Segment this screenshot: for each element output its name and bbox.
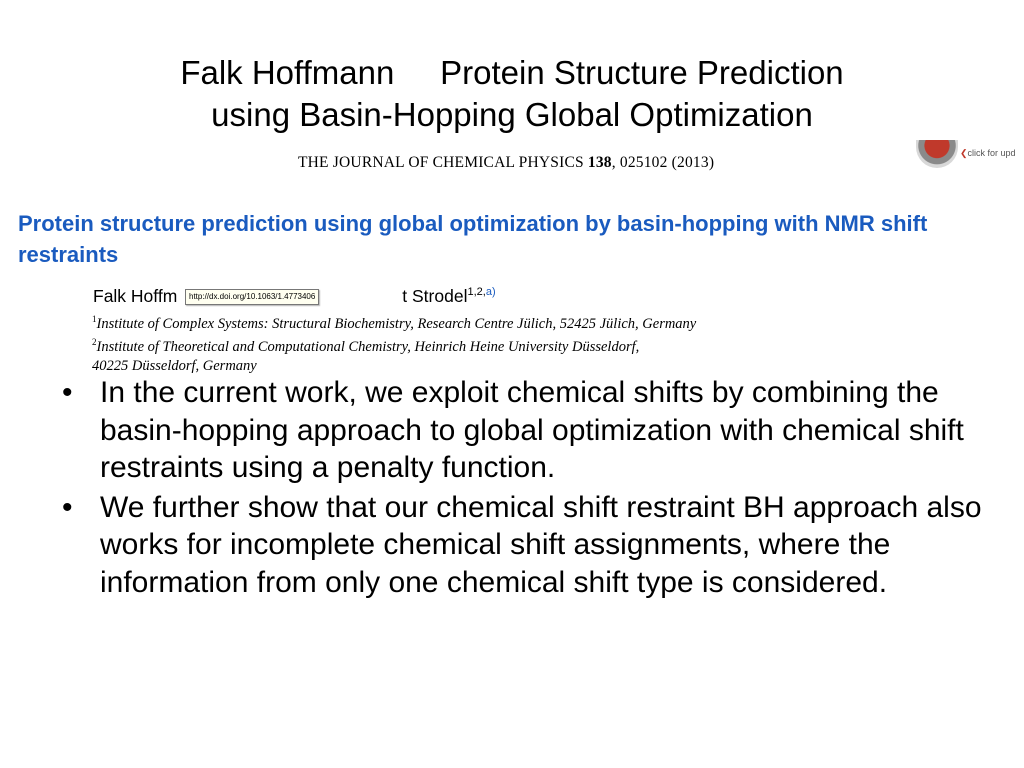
slide-title-line-2: using Basin-Hopping Global Optimization xyxy=(211,96,813,133)
arrow-left-icon: ❮ xyxy=(960,148,968,158)
author-footnote-link[interactable]: a) xyxy=(485,286,496,299)
bullet-item: • We further show that our chemical shift restraint BH approach also works for incomplete chemical shift assignments, where the information from only one chemical shift type is considered. xyxy=(62,490,982,599)
affiliations xyxy=(92,310,696,375)
author-affiliation-marks: 1,2,a) xyxy=(467,286,496,299)
bullet-item: • In the current work, we exploit chemical shifts by combining the basin-hopping approach to global optimization with chemical shift restraints using a penalty function. xyxy=(62,376,964,485)
journal-pages-year: , 025102 (2013) xyxy=(611,154,715,171)
crossmark-icon xyxy=(916,140,958,168)
author-name-second: t Strodel xyxy=(402,286,468,306)
slide-title xyxy=(0,52,1024,136)
slide-title-line-1: Falk Hoffmann Protein Structure Prediction xyxy=(180,54,844,91)
affiliation-1: $^1$Institute of Complex Systems: Structural Biochemistry, Research Centre Jülich, 52425 Jülich, Germany xyxy=(92,314,697,332)
affiliation-2-continued: 40225 Düsseldorf, Germany xyxy=(92,357,257,374)
journal-citation xyxy=(298,154,714,172)
paper-title: Protein structure prediction using global optimization by basin-hopping with NMR shift restraints xyxy=(18,211,928,267)
crossmark-label: ❮click for upd xyxy=(960,148,1016,158)
crossmark-badge[interactable] xyxy=(916,140,1020,170)
journal-volume: 138 xyxy=(587,154,612,171)
doi-tooltip: http://dx.doi.org/10.1063/1.4773406 xyxy=(185,289,319,305)
bullet-icon: • xyxy=(62,490,73,524)
journal-name: THE JOURNAL OF CHEMICAL PHYSICS xyxy=(298,154,588,171)
bullet-icon: • xyxy=(62,376,73,409)
bullet-list xyxy=(62,374,992,604)
affiliation-2: $^2$Institute of Theoretical and Computational Chemistry, Heinrich Heine University Düsseldorf, xyxy=(92,337,640,356)
author-name-first: Falk Hoffm xyxy=(93,286,178,306)
